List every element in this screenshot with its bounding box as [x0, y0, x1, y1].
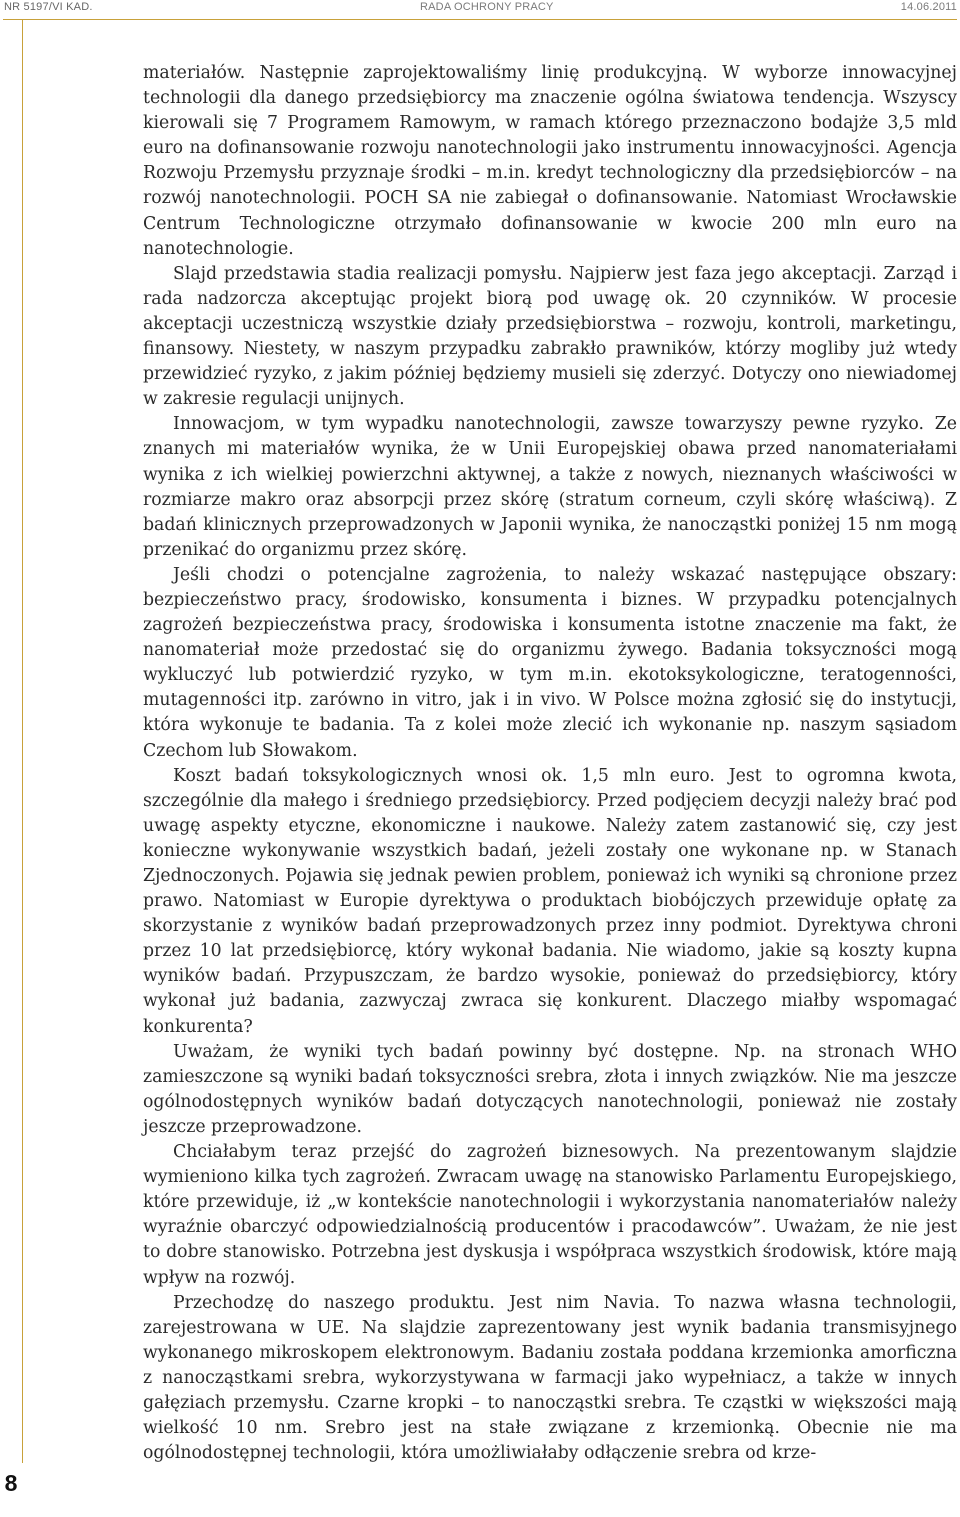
- journal-name: RADA OCHRONY PRACY: [420, 1, 554, 13]
- page-number: 8: [4, 1470, 18, 1496]
- paragraph: Chciałabym teraz przejść do zagrożeń biznesowych. Na prezentowanym slajdzie wymieniono kilka tych zagrożeń. Zwracam uwagę na stanowisko Parlamentu Europejskiego, które przewiduje, iż „w kontekście nanotechnologii i wykorzystania nanomateriałów należy wyraźnie obarczyć odpowiedzialnością producentów i pracodawców”. Uważam, że nie jest to dobre stanowisko. Potrzebna jest dyskusja i współpraca wszystkich środowisk, które mają wpływ na rozwój.: [143, 1142, 957, 1288]
- article-body: [143, 61, 957, 1466]
- paragraph: Jeśli chodzi o potencjalne zagrożenia, to należy wskazać następujące obszary: bezpieczeństwo pracy, środowisko, konsumenta i biznes. W przypadku potencjalnych zagrożeń bezpieczeństwa pracy, środowiska i konsumenta istotne znaczenie ma fakt, że nanomateriał może przedostać się do organizmu żywego. Badania toksyczności mogą wykluczyć lub potwierdzić ryzyko, w tym m.in. ekotoksykologiczne, teratogenności, mutagenności itp. zarówno in vitro, jak i in vivo. W Polsce można zgłosić się do instytucji, która wykonuje te badania. Ta z kolei może zlecić ich wykonanie np. naszym sąsiadom Czechom lub Słowakom.: [143, 564, 957, 761]
- issue-number: NR 5197/VI KAD.: [4, 1, 93, 13]
- paragraph: materiałów. Następnie zaprojektowaliśmy linię produkcyjną. W wyborze innowacyjnej technologii dla danego przedsiębiorcy ma znaczenie ogólna światowa tendencja. Wszyscy kierowali się 7 Programem Ramowym, w ramach którego przeznaczono bodajże 3,5 mld euro na dofinansowanie rozwoju nanotechnologii jako instrumentu innowacyjności. Agencja Rozwoju Przemysłu przyznaje środki – m.in. kredyt technologiczny dla przedsiębiorców – na rozwój nanotechnologii. POCH SA nie zabiegał o dofinansowanie. Natomiast Wrocławskie Centrum Technologiczne otrzymało dofinansowanie w kwocie 200 mln euro na nanotechnologie.: [143, 63, 957, 259]
- paragraph: Innowacjom, w tym wypadku nanotechnologii, zawsze towarzyszy pewne ryzyko. Ze znanych mi materiałów wynika, że w Unii Europejskiej obawa przed nanomateriałami wynika z ich wielkiej powierzchni aktywnej, a także z nowych, nieznanych właściwości w rozmiarze makro oraz absorpcji przez skórę (stratum corneum, czyli skórę właściwą). Z badań klinicznych przeprowadzonych w Japonii wynika, że nanocząstki poniżej 15 nm mogą przenikać do organizmu przez skórę.: [143, 414, 957, 560]
- paragraph: Koszt badań toksykologicznych wnosi ok. 1,5 mln euro. Jest to ogromna kwota, szczególnie dla małego i średniego przedsiębiorcy. Przed podjęciem decyzji należy brać pod uwagę aspekty etyczne, ekonomiczne i naukowe. Należy zatem zastanowić się, czy jest konieczne wykonywanie wszystkich badań, jeżeli zostały one wykonane np. w Stanach Zjednoczonych. Pojawia się jednak pewien problem, ponieważ ich wyniki są chronione przez prawo. Natomiast w Europie dyrektywa o produktach biobójczych przewiduje opłatę za skorzystanie z wyników badań przeprowadzonych przez inny podmiot. Dyrektywa chroni przez 10 lat przedsiębiorcę, który wykonał badania. Nie wiadomo, jakie są koszty kupna wyników badań. Przypuszczam, że bardzo wysokie, ponieważ do przedsiębiorcy, który wykonał już badania, zazwyczaj zwraca się konkurent. Dlaczego miałby wspomagać konkurenta?: [143, 765, 957, 1037]
- header-rule: [3, 19, 957, 20]
- paragraph: Przechodzę do naszego produktu. Jest nim Navia. To nazwa własna technologii, zarejestrowana w UE. Na slajdzie zaprezentowany jest wynik badania transmisyjnego wykonanego mikroskopem elektronowym. Badaniu została poddana krzemionka amorficzna z nanocząstkami srebra, wykorzystywana w farmacji jako wypełniacz, a także w innych gałęziach przemysłu. Czarne kropki – to nanocząstki srebra. Te cząstki w większości mają wielkość 10 nm. Srebro jest na stałe związane z krzemionką. Obecnie nie ma ogólnodostępnej technologii, która umożliwiałaby odłączenie srebra od krze-: [143, 1292, 957, 1464]
- margin-rule: [22, 19, 23, 1463]
- issue-date: 14.06.2011: [900, 1, 957, 13]
- paragraph: Uważam, że wyniki tych badań powinny być dostępne. Np. na stronach WHO zamieszczone są wyniki badań toksyczności srebra, złota i innych związków. Nie ma jeszcze ogólnodostępnych wyników badań dotyczących nanotechnologii, ponieważ nie zostały jeszcze przeprowadzone.: [143, 1041, 957, 1137]
- paragraph: Slajd przedstawia stadia realizacji pomysłu. Najpierw jest faza jego akceptacji. Zarząd i rada nadzorcza akceptując projekt biorą pod uwagę ok. 20 czynników. W procesie akceptacji uczestniczą wszystkie działy przedsiębiorstwa – rozwoju, kontroli, marketingu, finansowy. Niestety, w naszym przypadku zabrakło prawników, którzy mogliby już wtedy przewidzieć ryzyko, z jakim później będziemy musieli się zderzyć. Dotyczy ono niewiadomej w zakresie regulacji unijnych.: [143, 263, 957, 410]
